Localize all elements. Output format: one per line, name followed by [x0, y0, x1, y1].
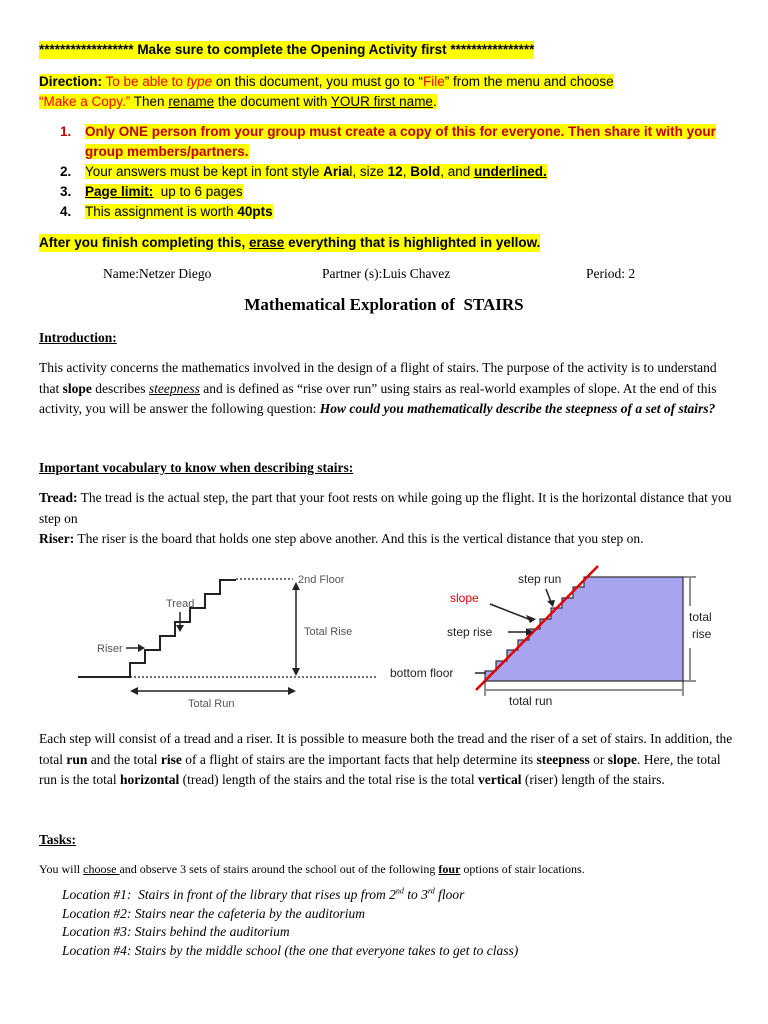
- rule-item: [60, 122, 740, 162]
- page-title: Mathematical Exploration of STAIRS: [244, 295, 524, 314]
- location-3: Location #3: Stairs behind the auditorium: [62, 924, 290, 939]
- tasks-heading: Tasks:: [39, 832, 77, 847]
- each-part: Each step will consist of a tread and a riser. It is possible to measure both the tread and the riser of a set of stairs. In addition, the total: [39, 731, 733, 767]
- intro-part: and is defined as “rise over run” using stairs as real-world examples of slope. At the end of this activity, you will be answer the following question:: [39, 380, 717, 416]
- rule-number: 2.: [60, 164, 72, 179]
- rule-2-part: , and: [440, 164, 474, 179]
- student-name: Name:Netzer Diego: [103, 266, 212, 281]
- rule-item: [60, 202, 740, 222]
- direction-text: on this document, you must go to “: [212, 74, 423, 89]
- rule-text: [85, 202, 740, 222]
- erase-word: erase: [249, 235, 285, 250]
- erase-instruction-part: everything that is highlighted in yellow.: [284, 235, 541, 250]
- introduction-heading: Introduction:: [39, 330, 117, 345]
- slope-pointer: [490, 604, 531, 620]
- vocabulary-heading: Important vocabulary to know when describing stairs:: [39, 460, 354, 475]
- rule-2-arial: Aria: [323, 164, 350, 179]
- rule-3-part: up to 6 pages: [153, 184, 243, 199]
- location-1-sup: rd: [427, 886, 435, 896]
- total-rise-label-line1: total: [689, 610, 712, 624]
- rule-2-underlined: underlined.: [473, 164, 547, 179]
- location-1-sup: nd: [395, 886, 404, 896]
- erase-instruction-part: After you finish completing this,: [39, 235, 250, 250]
- tread-text: The tread is the actual step, the part that your foot rests on while going up the flight. It is the horizontal distance that you step on: [39, 490, 732, 526]
- rule-2-size: 12: [387, 164, 403, 179]
- location-1: [62, 886, 464, 904]
- rule-text: [85, 122, 740, 162]
- rule-number: 1.: [60, 124, 72, 139]
- rule-number: 3.: [60, 184, 72, 199]
- tread-label: Tread: [166, 598, 195, 610]
- each-rise: rise: [160, 751, 182, 767]
- each-part: of a flight of stairs are the important facts that help determine its: [181, 751, 537, 767]
- rule-1-text: Only ONE person from your group must create a copy of this for everyone. Then share it with your group members/partners.: [85, 124, 716, 159]
- riser-text: The riser is the board that holds one step above another. And this is the vertical distance that you step on.: [74, 531, 644, 546]
- rule-item: [60, 182, 740, 202]
- partner-name: Partner (s):Luis Chavez: [322, 266, 451, 281]
- direction-type-word: type: [186, 74, 213, 89]
- each-vertical: vertical: [478, 772, 522, 787]
- location-4: Location #4: Stairs by the middle school (the one that everyone takes to get to class): [62, 943, 519, 958]
- location-1-part: to 3: [403, 887, 428, 902]
- rule-4-text: [85, 204, 273, 219]
- each-part: and the total: [87, 751, 161, 767]
- total-run-arrowhead-left: [130, 687, 138, 695]
- tasks-part: You will: [39, 862, 84, 876]
- each-step-paragraph: [39, 729, 739, 791]
- period: Period: 2: [586, 266, 636, 281]
- opening-activity-banner: ****************** Make sure to complete the Opening Activity first ****************: [39, 42, 535, 57]
- rule-3-label: Page limit:: [85, 184, 154, 199]
- tread-label: Tread:: [39, 490, 78, 505]
- riser-label: Riser: [97, 643, 123, 655]
- tasks-paragraph: [39, 859, 739, 880]
- rule-2-part: l, size: [349, 164, 388, 179]
- each-horizontal: horizontal: [120, 772, 180, 787]
- direction-text: ” from the menu and choose: [444, 74, 614, 89]
- location-1-part: floor: [434, 887, 465, 902]
- rule-number: 4.: [60, 204, 72, 219]
- rule-2-part: ,: [402, 164, 411, 179]
- rule-2-text: [85, 164, 547, 179]
- rule-text: [85, 182, 740, 202]
- rule-2-part: Your answers must be kept in font style: [85, 164, 324, 179]
- erase-instruction: [39, 234, 540, 252]
- riser-label: Riser:: [39, 531, 75, 546]
- tread-definition: [39, 488, 739, 529]
- direction-text: the document with: [214, 94, 331, 109]
- rule-2-bold: Bold: [410, 164, 441, 179]
- stair-fill-region: [485, 577, 683, 681]
- step-run-pointer-head: [547, 600, 555, 607]
- tread-arrowhead: [176, 625, 184, 632]
- total-run-label: Total Run: [188, 698, 235, 710]
- rule-item: [60, 162, 740, 182]
- slope-diagram: [390, 566, 728, 712]
- each-part: or: [589, 751, 608, 767]
- tasks-part: and observe 3 sets of stairs around the school out of the following: [119, 862, 439, 876]
- each-slope: slope: [607, 751, 638, 767]
- direction-file-word: File: [422, 74, 445, 89]
- slope-label: slope: [450, 591, 479, 605]
- stair-steps: [78, 580, 236, 677]
- step-rise-label: step rise: [447, 625, 493, 639]
- each-steepness: steepness: [536, 751, 590, 767]
- bottom-floor-label: bottom floor: [390, 666, 454, 680]
- rule-text: [85, 162, 740, 182]
- rule-3-text: [85, 184, 243, 199]
- total-rise-arrowhead-bottom: [292, 668, 300, 676]
- each-part: (tread) length of the stairs and the total rise is the total: [179, 772, 479, 787]
- tasks-choose: choose: [83, 862, 120, 876]
- each-part: . Here, the total run is the total: [39, 751, 721, 787]
- intro-steepness: steepness: [148, 380, 200, 396]
- riser-definition: [39, 529, 739, 550]
- intro-part: describes: [91, 380, 149, 396]
- location-2: Location #2: Stairs near the cafeteria by the auditorium: [62, 906, 365, 921]
- total-rise-label-line2: rise: [692, 627, 712, 641]
- rule-4-points: 40pts: [237, 204, 273, 219]
- direction-rename-word: rename: [168, 94, 215, 109]
- direction-text: .: [432, 94, 437, 109]
- riser-arrowhead: [138, 644, 145, 652]
- tasks-four: four: [438, 862, 461, 876]
- direction-text: To be able to: [102, 74, 187, 89]
- rule-4-part: This assignment is worth: [85, 204, 238, 219]
- introduction-paragraph: [39, 358, 739, 420]
- intro-question: How could you mathematically describe the steepness of a set of stairs?: [319, 401, 716, 416]
- direction-text: Then: [130, 94, 169, 109]
- total-rise-label: Total Rise: [304, 626, 353, 638]
- rules-list: [60, 122, 740, 222]
- direction-paragraph: [39, 72, 739, 112]
- total-run-arrowhead-right: [288, 687, 296, 695]
- direction-label: Direction:: [39, 74, 103, 89]
- second-floor-label: 2nd Floor: [298, 574, 345, 586]
- each-run: run: [66, 751, 88, 767]
- location-1-part: Location #1: Stairs in front of the library that rises up from 2: [62, 887, 396, 902]
- step-run-label: step run: [518, 572, 562, 586]
- intro-slope: slope: [62, 380, 92, 396]
- direction-make-copy: “Make a Copy.”: [39, 94, 131, 109]
- direction-your-first-name: YOUR first name: [330, 94, 433, 109]
- each-part: (riser) length of the stairs.: [521, 772, 665, 787]
- staircase-diagram: [48, 570, 398, 712]
- intro-part: This activity concerns the mathematics involved in the design of a flight of stairs. The purpose of the activity is to understand that: [39, 360, 717, 396]
- step-run-pointer: [546, 589, 551, 602]
- tasks-part: options of stair locations.: [460, 862, 585, 876]
- total-run-label: total run: [509, 694, 553, 708]
